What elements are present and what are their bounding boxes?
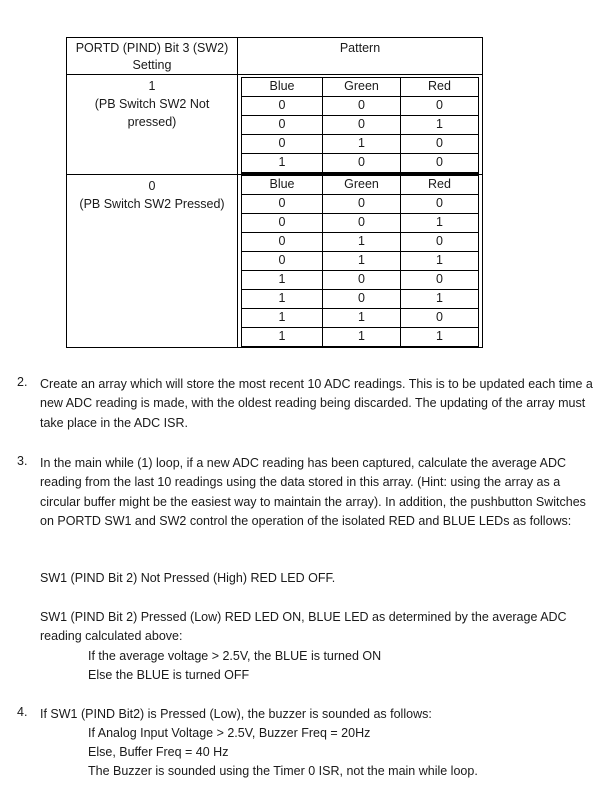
table-cell: 1 <box>323 233 401 252</box>
table-cell: 0 <box>323 290 401 309</box>
table-cell: 1 <box>323 252 401 271</box>
list-number: 3. <box>17 454 28 468</box>
sw1-not-pressed-text: SW1 (PIND Bit 2) Not Pressed (High) RED LED OFF. <box>40 571 336 585</box>
column-header: Green <box>323 78 401 97</box>
table-cell: 0 <box>401 233 479 252</box>
buzzer-timer-note: The Buzzer is sounded using the Timer 0 ISR, not the main while loop. <box>88 764 478 778</box>
table-row <box>242 233 479 252</box>
table-cell: 1 <box>401 214 479 233</box>
table-cell: 0 <box>401 195 479 214</box>
list-item-3-text: In the main while (1) loop, if a new ADC reading has been captured, calculate the average ADC reading from the last 10 readings using the data stored in this array. (Hint: using the array as a circular buffer might be the easiest way to maintain the array). In addition, the pushbutton Switches on PORTD SW1 and SW2 control the operation of the isolated RED and BLUE LEDs as follows: <box>40 456 586 528</box>
table-cell: 1 <box>242 154 323 174</box>
table-row <box>242 116 479 135</box>
pattern-cell-1 <box>238 75 483 175</box>
table-cell: 0 <box>242 116 323 135</box>
table-cell: 0 <box>323 195 401 214</box>
table-cell: 0 <box>323 97 401 116</box>
table-cell: 0 <box>323 116 401 135</box>
table-cell: 0 <box>323 154 401 174</box>
header-pattern: Pattern <box>238 38 483 75</box>
table-cell: 0 <box>401 271 479 290</box>
table-cell: 0 <box>323 214 401 233</box>
table-cell: 0 <box>242 135 323 154</box>
table-cell: 1 <box>401 116 479 135</box>
blue-off-condition: Else the BLUE is turned OFF <box>88 668 250 682</box>
table-cell: 1 <box>242 309 323 328</box>
list-number: 4. <box>17 705 28 719</box>
pattern-subtable-2 <box>241 175 479 347</box>
column-header: Green <box>323 176 401 195</box>
table-cell: 1 <box>323 328 401 347</box>
table-cell: 0 <box>242 252 323 271</box>
setting-description: (PB Switch SW2 Pressed) <box>79 197 225 211</box>
table-cell: 1 <box>401 290 479 309</box>
table-cell: 0 <box>401 309 479 328</box>
table-row <box>242 252 479 271</box>
list-item-2-text: Create an array which will store the most recent 10 ADC readings. This is to be updated each time a new ADC reading is made, with the oldest reading being discarded. The updating of the array must take place in the ADC ISR. <box>40 377 593 430</box>
table-row <box>242 271 479 290</box>
list-item-4-text: If SW1 (PIND Bit2) is Pressed (Low), the buzzer is sounded as follows: <box>40 707 432 721</box>
table-row <box>242 135 479 154</box>
table-row <box>242 328 479 347</box>
setting-description: (PB Switch SW2 Not pressed) <box>94 97 210 129</box>
table-cell: 1 <box>323 309 401 328</box>
table-cell: 0 <box>242 214 323 233</box>
table-cell: 1 <box>401 328 479 347</box>
table-cell: 1 <box>242 290 323 309</box>
table-cell: 1 <box>323 135 401 154</box>
column-header: Red <box>401 78 479 97</box>
table-cell: 1 <box>401 252 479 271</box>
table-cell: 0 <box>401 154 479 174</box>
sw1-pressed-text: SW1 (PIND Bit 2) Pressed (Low) RED LED ON, BLUE LED as determined by the average ADC reading calculated above: <box>40 610 567 644</box>
table-cell: 1 <box>242 271 323 290</box>
buzzer-freq-40hz: Else, Buffer Freq = 40 Hz <box>88 745 229 759</box>
table-row <box>242 290 479 309</box>
list-number: 2. <box>17 375 28 389</box>
table-row <box>242 214 479 233</box>
table-row <box>242 195 479 214</box>
header-setting: PORTD (PIND) Bit 3 (SW2) Setting <box>67 38 238 75</box>
table-cell: 0 <box>242 97 323 116</box>
table-row <box>242 154 479 174</box>
table-cell: 1 <box>242 328 323 347</box>
buzzer-freq-20hz: If Analog Input Voltage > 2.5V, Buzzer Freq = 20Hz <box>88 726 371 740</box>
column-header: Blue <box>242 176 323 195</box>
table-cell: 0 <box>401 97 479 116</box>
setting-value: 0 <box>148 179 156 193</box>
setting-cell-2 <box>67 175 238 348</box>
pattern-subtable-1 <box>241 77 479 174</box>
pattern-table <box>66 37 483 348</box>
column-header: Red <box>401 176 479 195</box>
table-row <box>242 97 479 116</box>
table-cell: 0 <box>242 195 323 214</box>
table-cell: 0 <box>401 135 479 154</box>
setting-cell-1 <box>67 75 238 175</box>
pattern-cell-2 <box>238 175 483 348</box>
blue-on-condition: If the average voltage > 2.5V, the BLUE is turned ON <box>88 649 382 663</box>
table-cell: 0 <box>242 233 323 252</box>
table-row <box>242 309 479 328</box>
table-cell: 0 <box>323 271 401 290</box>
column-header: Blue <box>242 78 323 97</box>
setting-value: 1 <box>148 79 156 93</box>
